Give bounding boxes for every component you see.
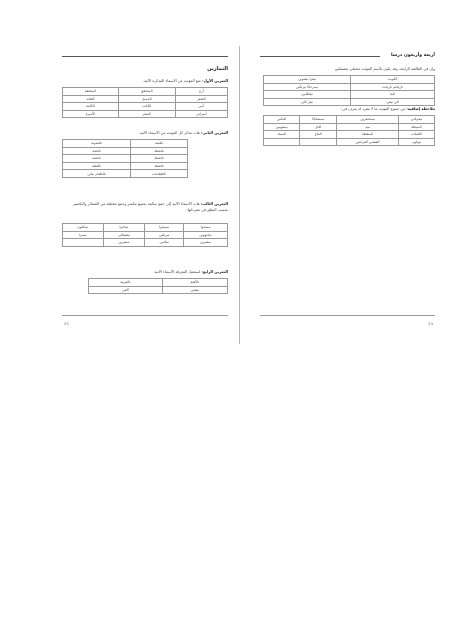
table-cell: الكويت xyxy=(351,76,435,84)
table-cell: سلامي xyxy=(145,239,184,247)
table-row xyxy=(264,83,435,91)
table-cell: أميراتي xyxy=(175,110,227,118)
table-row xyxy=(63,239,228,247)
ex2-label: التمرين الثاني: xyxy=(200,131,228,135)
table-cell: المتحقق xyxy=(118,88,175,96)
table-cell: السنك xyxy=(264,131,300,139)
table-cell: تاريختم تاريخت xyxy=(351,83,435,91)
table-cell: نيباطون xyxy=(63,224,104,232)
ex2-table xyxy=(62,139,188,178)
note-text: من جموع المؤنث ما لا مفرد له يعرف في: xyxy=(341,107,406,111)
note-label: ملاحظة إضافية: xyxy=(406,107,435,111)
table-cell: أرخ xyxy=(175,88,227,96)
table-cell: نيباحوا xyxy=(103,224,145,232)
table-cell: الفاقد xyxy=(63,95,119,103)
table-row xyxy=(63,110,228,118)
table-row xyxy=(89,286,228,294)
extra-plural-table xyxy=(263,115,435,146)
table-cell: ناقصة xyxy=(63,147,131,155)
ex1-table xyxy=(62,87,228,118)
table-cell: السعر xyxy=(118,110,175,118)
table-cell: المحققة xyxy=(63,88,119,96)
table-cell: سيبحوا xyxy=(145,224,184,232)
table-cell: نالأهبة xyxy=(162,279,227,287)
table-cell: نيولون xyxy=(399,138,435,146)
table-cell: آلفي xyxy=(89,286,163,294)
table-cell: المتقطة xyxy=(337,131,399,139)
table-cell: النبأس xyxy=(264,116,300,124)
table-cell: نالفعلة xyxy=(63,162,131,170)
page-number-right: 24 xyxy=(428,321,433,326)
table-cell: ناقصلة xyxy=(131,147,188,155)
table-cell: شافهوين xyxy=(184,231,228,239)
table-cell: نيمصحكا xyxy=(300,116,337,124)
table-cell: البنا xyxy=(351,91,435,99)
table-cell: نيفرا تيلموين xyxy=(264,76,351,84)
table-cell: نيمفهبين xyxy=(264,123,300,131)
ex1-instruction xyxy=(143,78,228,84)
note-line xyxy=(341,106,435,112)
ex3-instruction xyxy=(62,201,228,213)
book-title: أربعة وأربعون درسا xyxy=(391,53,435,58)
book-spread xyxy=(14,22,438,328)
table-cell: نيشفائي xyxy=(103,231,145,239)
ex2-text: هات مذكر كل المؤنث من الأسماء الآتية. xyxy=(138,131,200,135)
exercises-title: التمارين xyxy=(207,66,228,72)
intro-text: وإن في الطائفة الرابعة، وقد يكون تلاسم المؤنث مجملي مشتملين xyxy=(334,67,435,71)
ex3-text: هات الأسماء الآتية إلى جمع سالمة بجميع مكسر وجمع مختلفة من الضمائر والتكسير بحسب النطق في مفرداتها: xyxy=(72,202,228,212)
footer-rule-right xyxy=(260,315,435,316)
table-cell: نيلطابين xyxy=(264,91,351,99)
table-row xyxy=(63,147,188,155)
table-cell: نالطعامات xyxy=(131,170,188,178)
table-row xyxy=(264,98,435,106)
table-row xyxy=(63,162,188,170)
header-rule-right xyxy=(260,56,380,57)
table-row xyxy=(264,76,435,84)
table-cell: القشتي الفراعين xyxy=(337,138,399,146)
plural-table xyxy=(263,75,435,106)
table-cell xyxy=(300,138,337,146)
ex1-label: التمرين الأول: xyxy=(202,79,228,83)
table-cell: الكاتب xyxy=(118,103,175,111)
ex4-label: التمرين الرابع: xyxy=(201,270,228,274)
footer-rule xyxy=(62,315,228,316)
table-cell: الشعر xyxy=(175,95,227,103)
table-row xyxy=(63,155,188,163)
table-cell: الطيئات xyxy=(399,131,435,139)
table-cell: نيريكين xyxy=(145,231,184,239)
table-cell: نيمبرا xyxy=(63,231,104,239)
table-cell: الن نيفي xyxy=(351,98,435,106)
table-cell: مقتني xyxy=(162,286,227,294)
ex4-table xyxy=(88,278,228,294)
table-cell: نيمحضرين xyxy=(337,116,399,124)
table-row xyxy=(264,91,435,99)
table-cell: الكاتبة xyxy=(63,103,119,111)
table-cell: الأميرة xyxy=(63,110,119,118)
table-cell: مسجوا xyxy=(184,224,228,232)
table-cell: نالعربية xyxy=(89,279,163,287)
header-rule xyxy=(62,56,228,57)
table-cell: نالفعلة xyxy=(131,162,188,170)
table-cell: المنيطة xyxy=(399,123,435,131)
ex3-label: التمرين الثالث: xyxy=(200,202,228,206)
table-cell: ناقصة xyxy=(131,140,188,148)
table-cell xyxy=(63,239,104,247)
table-row xyxy=(63,103,228,111)
table-cell: الاتل xyxy=(300,123,337,131)
table-row xyxy=(264,131,435,139)
table-cell xyxy=(264,138,300,146)
table-cell: ناقصونة xyxy=(63,140,131,148)
table-cell: النتاج xyxy=(300,131,337,139)
table-cell: أمي xyxy=(175,103,227,111)
table-row xyxy=(63,88,228,96)
ex3-table xyxy=(62,223,228,247)
table-row xyxy=(63,231,228,239)
ex1-text: صغ المؤنث من الأسماء المذكرة الآتية. xyxy=(142,79,201,83)
table-cell: ناقصة xyxy=(63,155,131,163)
table-cell: ناقصلة xyxy=(131,155,188,163)
table-cell: سفيرين xyxy=(103,239,145,247)
table-cell: نيلر نالي xyxy=(264,98,351,106)
table-cell: نالطعام نياني xyxy=(63,170,131,178)
table-row xyxy=(63,170,188,178)
table-row xyxy=(63,140,188,148)
table-cell: نيمرحكا نيرتكين xyxy=(264,83,351,91)
table-row xyxy=(264,116,435,124)
table-cell: سفيرين xyxy=(184,239,228,247)
page-fold xyxy=(239,46,240,344)
table-cell: نيجولاتي xyxy=(399,116,435,124)
table-row xyxy=(264,123,435,131)
table-row xyxy=(63,95,228,103)
page-number-left: 25 xyxy=(64,321,69,326)
ex4-instruction xyxy=(153,269,228,275)
table-row xyxy=(63,224,228,232)
table-cell: نبيد xyxy=(337,123,399,131)
ex4-text: استعمل المعرفة الأسماء الآتية. xyxy=(153,270,201,274)
table-cell: الجميل xyxy=(118,95,175,103)
ex2-instruction xyxy=(139,130,228,136)
table-row xyxy=(264,138,435,146)
table-row xyxy=(89,279,228,287)
